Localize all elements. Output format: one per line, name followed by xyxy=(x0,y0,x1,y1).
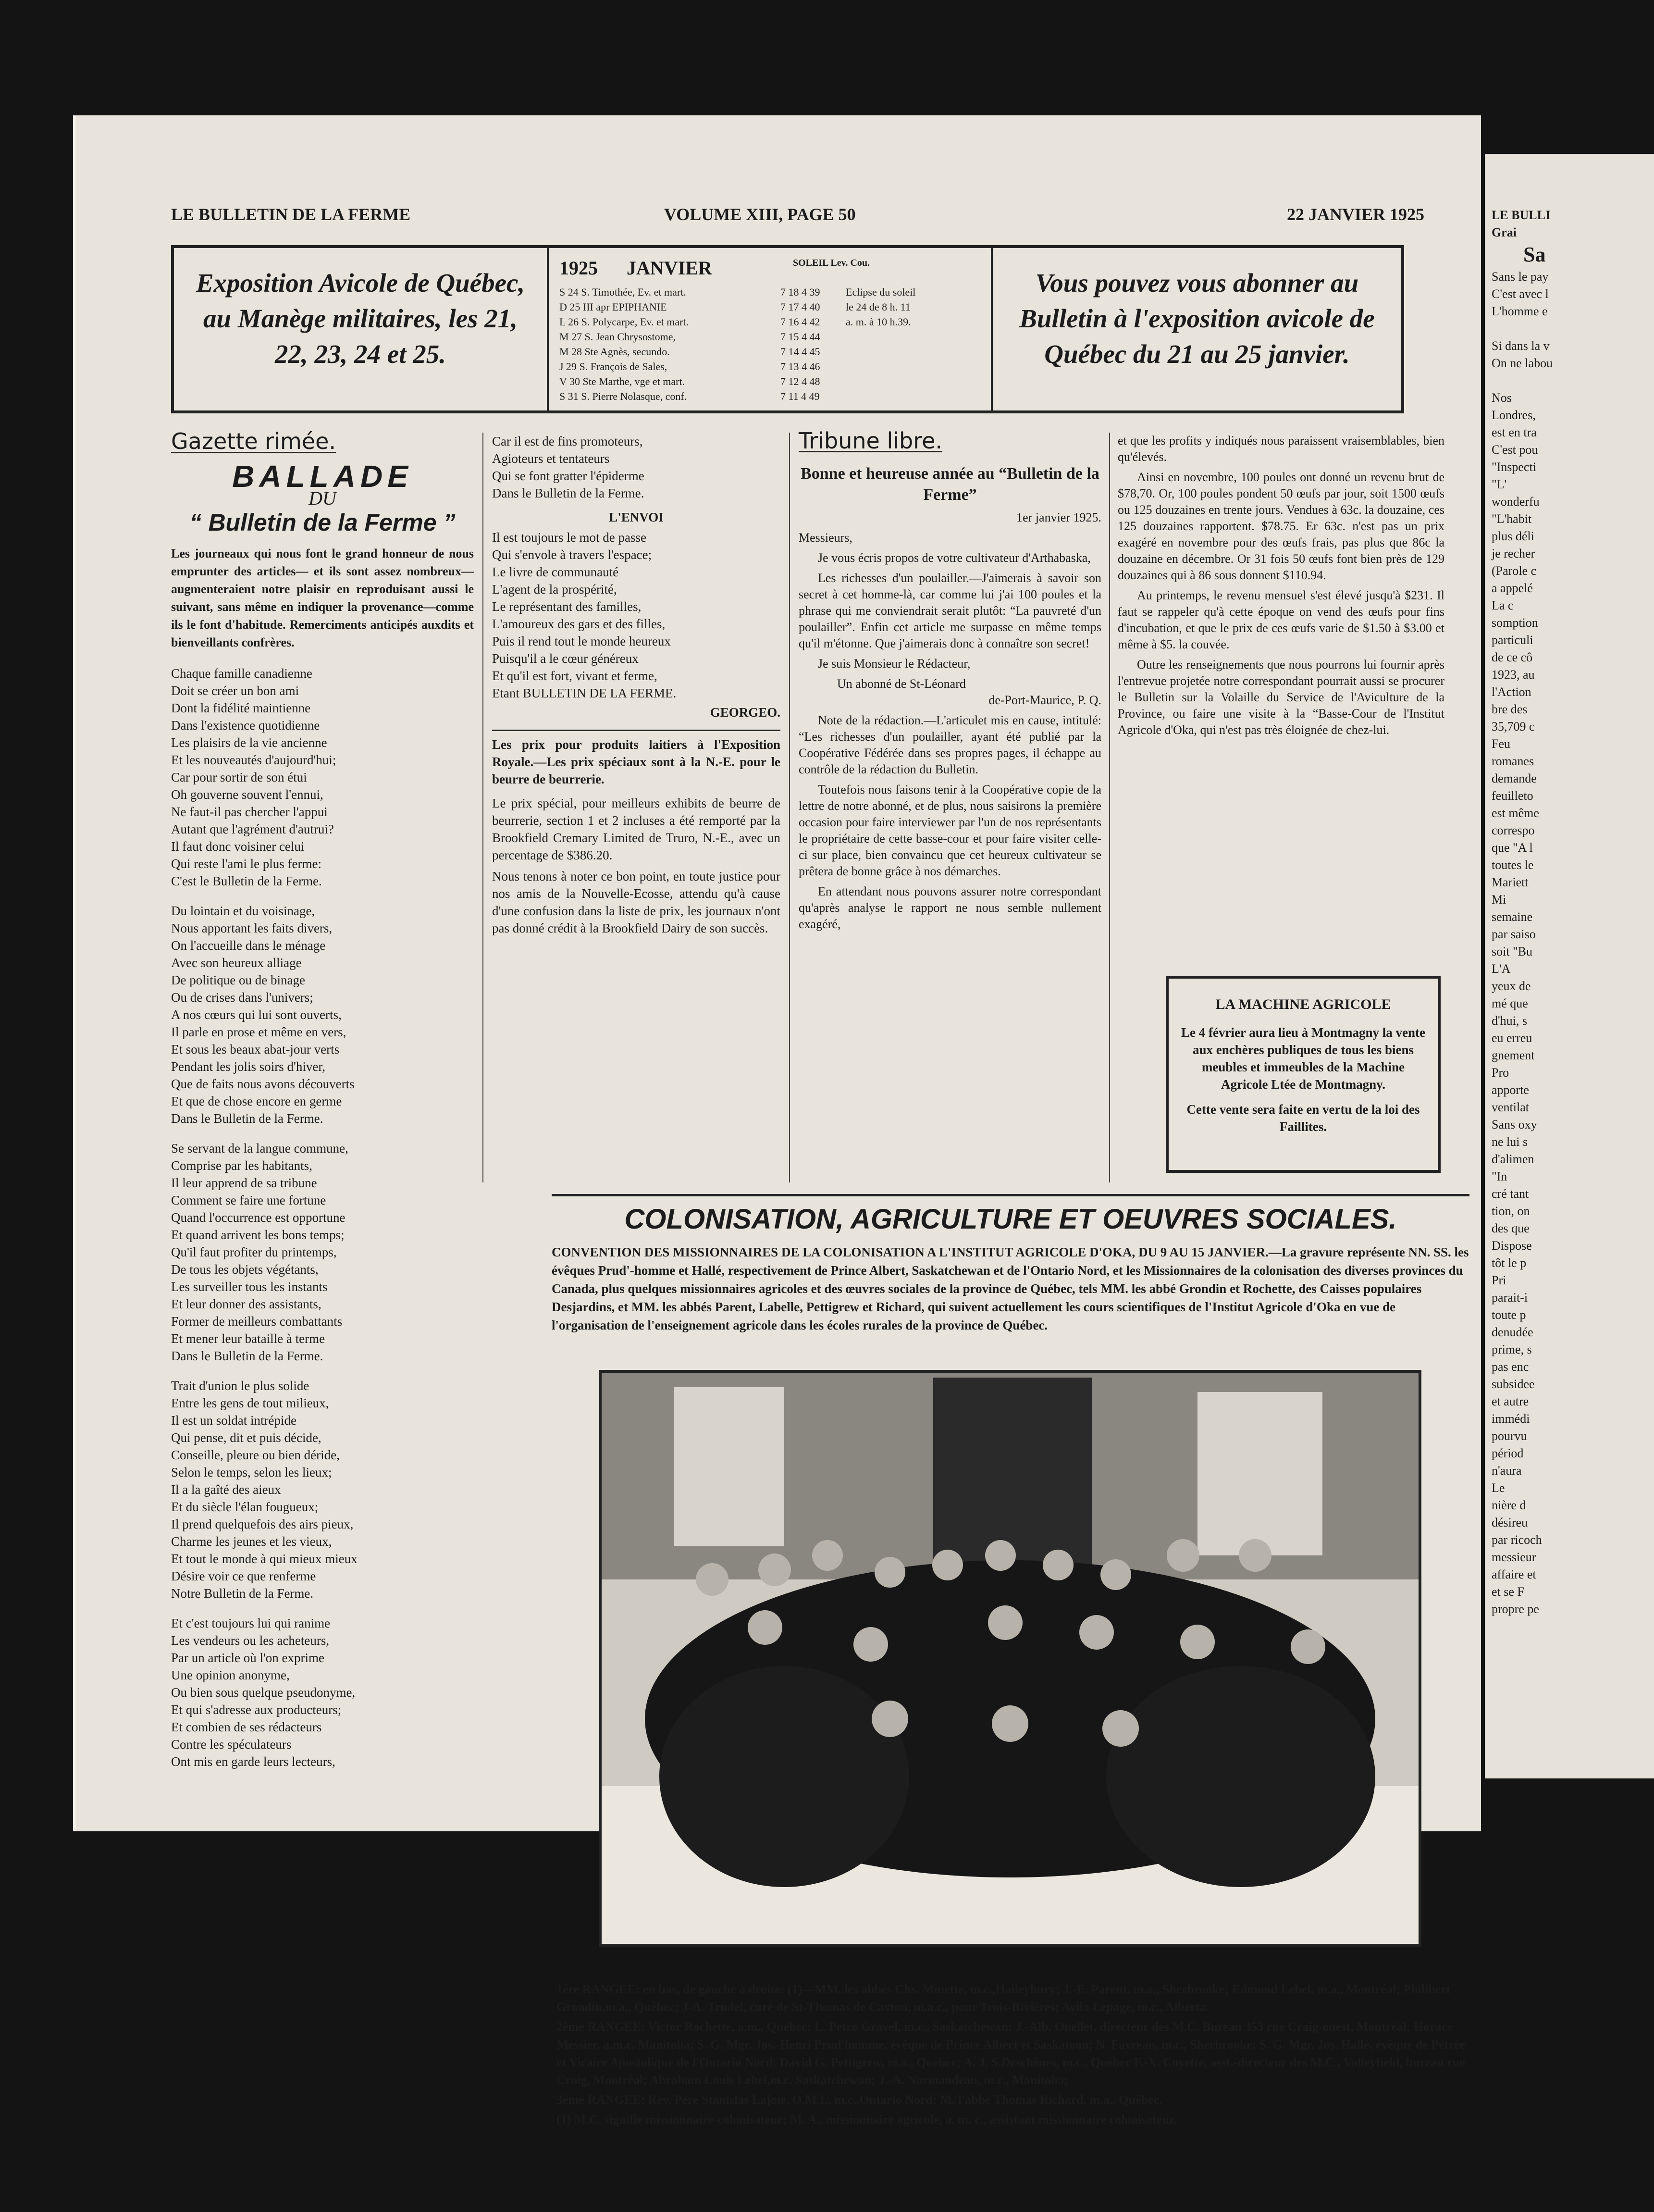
envoi-line: L'amoureux des gars et des filles, xyxy=(492,617,666,631)
poem-line: Comprise par les habitants, xyxy=(171,1158,312,1173)
poultry-p3: Au printemps, le revenu mensuel s'est élevé jusqu'à $231. Il faut se rappeler qu'à cette époque on vend des œufs pour fins d'incubation, et que le prix de ces œufs varie de $1.50 à $3.00 et même à $5. la couvée. xyxy=(1118,588,1444,651)
poem-line: Nous apportant les faits divers, xyxy=(171,921,333,935)
adjacent-text-line: immédi xyxy=(1492,1412,1530,1426)
top-banner xyxy=(171,245,1404,413)
poultry-p2: Ainsi en novembre, 100 poules ont donné un revenu brut de $78,70. Or, 100 poules pondent 50 œufs par jour, soit 1500 œufs ou 125 douzaines en trente jours. Vendues à 63c. la douzaine, ces 125 douzaines rapportent. $78.75. Er 63c. n'est pas un prix exagéré en novembre pour des œufs frais, pas plus que 86c la douzaine en décembre. Or 31 fois 50 œufs font bien près de 129 douzaines qui à 86 sous donnent $110.94. xyxy=(1118,470,1444,582)
calendar-sun-times: 7 15 4 44 xyxy=(780,331,820,343)
letter-p1: Je vous écris propos de votre cultivateur d'Arthabaska, xyxy=(818,551,1091,565)
adjacent-text-line: "Inspecti xyxy=(1492,460,1536,474)
poem-line: Et les nouveautés d'aujourd'hui; xyxy=(171,753,336,767)
adjacent-text-line: que "A l xyxy=(1492,841,1533,855)
adjacent-text-line: l'Action xyxy=(1492,685,1531,699)
envoi-line: Et qu'il est fort, vivant et ferme, xyxy=(492,669,657,683)
envoi-lines xyxy=(492,529,780,702)
poem-line: Il faut donc voisiner celui xyxy=(171,839,305,854)
adjacent-text-line: a appelé xyxy=(1492,581,1533,595)
envoi-line: Le livre de communauté xyxy=(492,565,619,579)
poem-line: Contre les spéculateurs xyxy=(171,1737,292,1752)
calendar-rows xyxy=(559,285,980,404)
poem-line: Qui se font gratter l'épiderme xyxy=(492,469,644,483)
calendar xyxy=(549,248,991,410)
masthead-title: LE BULLETIN DE LA FERME xyxy=(171,205,411,224)
adjacent-text-line: "L' xyxy=(1492,477,1507,491)
letter-closing: Je suis Monsieur le Rédacteur, xyxy=(818,657,971,671)
photo-caption xyxy=(556,1980,1469,2130)
adjacent-text-line: toutes le xyxy=(1492,858,1534,872)
adjacent-text-line: demande xyxy=(1492,771,1537,785)
letter-salutation: Messieurs, xyxy=(799,531,852,545)
adjacent-text-line: bre des xyxy=(1492,702,1528,716)
letter-date: 1er janvier 1925. xyxy=(1016,510,1101,524)
adjacent-text-line: plus déli xyxy=(1492,529,1534,543)
envoi-line: Puisqu'il a le cœur généreux xyxy=(492,651,639,666)
adjacent-text-line: wonderfu xyxy=(1492,495,1540,509)
calendar-day: S 31 S. Pierre Nolasque, conf. xyxy=(559,390,687,402)
calendar-day: J 29 S. François de Sales, xyxy=(559,360,667,373)
adjacent-text-line: de ce cô xyxy=(1492,650,1533,664)
caption-lines xyxy=(556,1980,1469,2128)
poem-line: Il est un soldat intrépide xyxy=(171,1413,296,1428)
poem-line: Comment se faire une fortune xyxy=(171,1193,326,1207)
adjacent-text-line: soit "Bu xyxy=(1492,944,1533,958)
editor-note: Note de la rédaction.—L'articulet mis en cause, intitulé: “Les richesses d'un poulailler, ayant été publié par la Coopérative Fédérée dans ses propres pages, il échappe au contrôle de la rédaction du Bulletin. xyxy=(799,713,1101,776)
calendar-sun-times: 7 16 4 42 xyxy=(780,316,820,328)
poem-line: Et qui s'adresse aux producteurs; xyxy=(171,1702,342,1717)
adjacent-text xyxy=(1485,268,1654,1618)
masthead-volume: VOLUME XIII, PAGE 50 xyxy=(664,205,856,224)
poem-continued-column xyxy=(492,433,780,941)
poem-line: Que de faits nous avons découverts xyxy=(171,1077,355,1091)
letter-signature-1: Un abonné de St-Léonard xyxy=(837,677,966,691)
adjacent-text-line: nière d xyxy=(1492,1498,1526,1512)
calendar-row xyxy=(559,359,980,374)
envoi-line: Le représentant des familles, xyxy=(492,599,642,614)
envoi-line: L'agent de la prospérité, xyxy=(492,582,617,596)
poem-line: Former de meilleurs combattants xyxy=(171,1314,343,1329)
calendar-row xyxy=(559,299,980,314)
poem-line: Ou bien sous quelque pseudonyme, xyxy=(171,1685,356,1700)
calendar-month: JANVIER xyxy=(627,257,712,279)
adjacent-text-line: est même xyxy=(1492,806,1539,820)
poem-line: Notre Bulletin de la Ferme. xyxy=(171,1586,314,1601)
adjacent-text-line: propre pe xyxy=(1492,1602,1539,1616)
calendar-row xyxy=(559,314,980,329)
poem-line: A nos cœurs qui lui sont ouverts, xyxy=(171,1007,342,1022)
ballade-intro: Les journeaux qui nous font le grand honneur de nous emprunter des articles— et ils sont assez nombreux— augmenteraient notre plaisir en reproduisant aussi le suivant, sans même en indiquer la provenance—comme ils le font d'habitude. Remerciments anticipés auxdits et bienveillants confrères. xyxy=(171,547,474,649)
adjacent-text-line: par ricoch xyxy=(1492,1533,1542,1547)
adjacent-text-line: 35,709 c xyxy=(1492,720,1535,733)
poem-line: Avec son heureux alliage xyxy=(171,956,302,970)
calendar-day: D 25 III apr EPIPHANIE xyxy=(559,301,667,313)
adjacent-text-line: tion, on xyxy=(1492,1204,1530,1218)
adjacent-text-line: je recher xyxy=(1492,547,1535,560)
calendar-note: Eclipse du soleil xyxy=(846,286,916,298)
envoi-line: Qui s'envole à travers l'espace; xyxy=(492,547,652,562)
poem-line: Une opinion anonyme, xyxy=(171,1668,290,1682)
calendar-day: L 26 S. Polycarpe, Ev. et mart. xyxy=(559,316,689,328)
adjacent-text-line: des que xyxy=(1492,1221,1530,1235)
adjacent-text-line: Sans le pay xyxy=(1492,270,1549,284)
poem-line: Et mener leur bataille à terme xyxy=(171,1331,325,1346)
adjacent-text-line: pourvu xyxy=(1492,1429,1527,1443)
adjacent-text-line: Mariett xyxy=(1492,875,1529,889)
letter-p2: Les richesses d'un poulailler.—J'aimerais à savoir son secret à cet homme-là, car comme lui j'ai 100 poules et la phrase qui me conviendrait serait plutôt: “La pauvreté d'un poulailler”. Enfin cet article me surpasse en même temps qu'il m'étonne. Que j'aimerais donc à connaître son secret! xyxy=(799,571,1101,650)
poem-line: Il prend quelquefois des airs pieux, xyxy=(171,1517,354,1531)
caption-paragraph: 2ème RANGEE: Victor Rochette, a.m., Québec; L. Petro Gravel, m.c., Saskatchewan; J.-Alb. Ouellet, directeur des M.C. Bureau 353 rue Craig-ouest, Montréal; Horace Messier, a.m.c. Manitoba; S. G. Mgr. Jos.-Henri Prud'homme, évêque de Prince Albert et Saskatoon; N. Favreau, m.c., Sherbrooke; S. G. Mgr. Jos. Hallé, évêque de Pétrée et Vicaire Apostolique de l'Ontario Nord; David G. Pettigrew, m.a., Québec; A. J. S.Deschênes, m.c., Québec F.-X. Coyette, asst.-directeur des M.C., Valleyfield, bureau rue Craig, Montréal; Abraham Louis Lebel,m.c. Saskatchewan; J.-A. Normandeau, m.c., Manitoba; xyxy=(556,2020,1466,2087)
adjacent-text-line: cré tant xyxy=(1492,1187,1529,1201)
calendar-row xyxy=(559,389,980,404)
adjacent-text-line: Le xyxy=(1492,1481,1505,1495)
notice-title: LA MACHINE AGRICOLE xyxy=(1215,996,1391,1012)
poem-line: Ne faut-il pas chercher l'appui xyxy=(171,805,328,819)
poem-line: Et sous les beaux abat-jour verts xyxy=(171,1042,340,1056)
adjacent-text-line: yeux de xyxy=(1492,979,1531,993)
envoi-title: L'ENVOI xyxy=(609,510,664,524)
poultry-p1: et que les profits y indiqués nous paraissent vraisemblables, bien qu'élevés. xyxy=(1118,434,1444,464)
calendar-row xyxy=(559,374,980,389)
adjacent-text-line: par saiso xyxy=(1492,927,1536,941)
masthead-date: 22 JANVIER 1925 xyxy=(1286,205,1424,224)
prix-paragraph-1: Le prix spécial, pour meilleurs exhibits de beurre de beurrerie, section 1 et 2 incluses a été remporté par la Brookfield Cremary Limited de Truro, N.-E., avec un percentage de $386.20. xyxy=(492,796,780,862)
calendar-note: a. m. à 10 h.39. xyxy=(846,316,911,328)
adjacent-text-line: subsidee xyxy=(1492,1377,1535,1391)
poem-line: Car il est de fins promoteurs, xyxy=(492,434,643,448)
calendar-day: V 30 Ste Marthe, vge et mart. xyxy=(559,375,685,387)
adjacent-text-line: Pro xyxy=(1492,1066,1509,1080)
calendar-header xyxy=(559,258,980,285)
prix-headline: Les prix pour produits laitiers à l'Exposition Royale.—Les prix spéciaux sont à la N.-E. pour le beurre de beurrerie. xyxy=(492,737,780,786)
adjacent-text-line: Dispose xyxy=(1492,1239,1532,1253)
calendar-day: M 28 Ste Agnès, secundo. xyxy=(559,346,670,358)
adjacent-text-line: et se F xyxy=(1492,1585,1524,1599)
poem-line: Doit se créer un bon ami xyxy=(171,683,299,698)
poem-line: Dans le Bulletin de la Ferme. xyxy=(171,1111,323,1126)
gazette-label: Gazette rimée. xyxy=(171,428,336,454)
adjacent-text-line: feuilleto xyxy=(1492,789,1533,803)
adjacent-text-line: denudée xyxy=(1492,1325,1533,1339)
poem-continued xyxy=(492,433,780,502)
poem-line: Chaque famille canadienne xyxy=(171,666,312,681)
poem-line: Ont mis en garde leurs lecteurs, xyxy=(171,1754,335,1769)
poem-line: Ou de crises dans l'univers; xyxy=(171,990,313,1005)
poem-line: Et c'est toujours lui qui ranime xyxy=(171,1616,331,1630)
newspaper-page xyxy=(73,115,1481,2126)
adjacent-text-line xyxy=(1485,372,1654,389)
envoi-line: Il est toujours le mot de passe xyxy=(492,530,646,545)
tribune-column xyxy=(799,428,1101,936)
adjacent-text-line: parait-i xyxy=(1492,1291,1528,1305)
exposition-ad: Exposition Avicole de Québec, au Manège militaires, les 21, 22, 23, 24 et 25. xyxy=(174,248,549,410)
adjacent-text-line: "In xyxy=(1492,1169,1507,1183)
poem-line: Dans le Bulletin de la Ferme. xyxy=(171,1349,323,1363)
column-rule xyxy=(482,433,483,1182)
adjacent-text-line: "L'habit xyxy=(1492,512,1532,526)
poem-stanza xyxy=(171,1615,474,1770)
adjacent-text-line: et autre xyxy=(1492,1394,1529,1408)
adjacent-text-line: est en tra xyxy=(1492,425,1537,439)
poem-line: Il a la gaîté des aieux xyxy=(171,1482,281,1497)
adjacent-text-line: La c xyxy=(1492,598,1514,612)
poem-stanza xyxy=(171,902,474,1127)
ballade-du: DU xyxy=(309,487,336,509)
calendar-day: S 24 S. Timothée, Ev. et mart. xyxy=(559,286,686,298)
adjacent-text-line: On ne labou xyxy=(1492,356,1553,370)
poem-line: Oh gouverne souvent l'ennui, xyxy=(171,787,323,802)
poem-line: Qui pense, dit et puis décide, xyxy=(171,1430,321,1445)
subscription-ad: Vous pouvez vous abonner au Bulletin à l'exposition avicole de Québec du 21 au 25 janvier. xyxy=(991,248,1401,410)
poem-line: Et tout le monde à qui mieux mieux xyxy=(171,1552,358,1566)
poem-line: Il parle en prose et même en vers, xyxy=(171,1025,346,1039)
envoi-line: Etant BULLETIN DE LA FERME. xyxy=(492,686,677,700)
adjacent-text-line: n'aura xyxy=(1492,1464,1522,1478)
notice-p1: Le 4 février aura lieu à Montmagny la vente aux enchères publiques de tous les biens meubles et immeubles de la Machine Agricole Ltée de Montmagny. xyxy=(1181,1025,1425,1092)
adjacent-text-line: Sans oxy xyxy=(1492,1118,1537,1131)
adjacent-text-line: périod xyxy=(1492,1446,1524,1460)
calendar-sun-times: 7 11 4 49 xyxy=(780,390,820,402)
adjacent-text-line: ventilat xyxy=(1492,1100,1529,1114)
caption-paragraph: 3ème RANGEE: Rév. Père Stanislas Lajoie, O.M.I., m.c.,Ontario Nord; M. l'abbé Thomas Richard, m.a., Québec. xyxy=(556,2093,1162,2107)
poem-line: Les surveiller tous les instants xyxy=(171,1280,328,1294)
poultry-column xyxy=(1118,433,1444,742)
poem-line: Quand l'occurrence est opportune xyxy=(171,1210,346,1225)
adjacent-text-line: d'alimen xyxy=(1492,1152,1534,1166)
adjacent-headline: Grai xyxy=(1492,225,1517,239)
poem-line: C'est le Bulletin de la Ferme. xyxy=(171,874,322,888)
poem-line: On l'accueille dans le ménage xyxy=(171,938,326,953)
adjacent-subheadline: Sa xyxy=(1523,243,1546,266)
calendar-day: M 27 S. Jean Chrysostome, xyxy=(559,331,676,343)
poem-line: Les plaisirs de la vie ancienne xyxy=(171,735,327,750)
poem-line: Et du siècle l'élan fougueux; xyxy=(171,1500,319,1514)
poem-line: Dont la fidélité maintienne xyxy=(171,701,311,715)
poem-stanza xyxy=(171,665,474,890)
machine-agricole-notice xyxy=(1166,976,1441,1173)
poem-line: Et combien de ses rédacteurs xyxy=(171,1720,322,1734)
poem-line: Trait d'union le plus solide xyxy=(171,1379,309,1393)
poem-line: De politique ou de binage xyxy=(171,973,305,987)
calendar-note: le 24 de 8 h. 11 xyxy=(846,301,911,313)
poem-line: Se servant de la langue commune, xyxy=(171,1141,348,1156)
poem-line: De tous les objets végétants, xyxy=(171,1262,319,1277)
poem-line: Charme les jeunes et les vieux, xyxy=(171,1534,332,1549)
adjacent-text-line: 1923, au xyxy=(1492,668,1535,682)
poem-stanza xyxy=(171,1377,474,1602)
adjacent-text-line: prime, s xyxy=(1492,1342,1532,1356)
poem-line: Pendant les jolis soirs d'hiver, xyxy=(171,1059,326,1074)
masthead xyxy=(76,204,1481,228)
intro-body: —La gravure représente NN. SS. les évêques Prud'-homme et Hallé, respectivement de Prince Albert, Saskatchewan et de l'Ontario Nord, et les Missionnaires de la colonisation des diverses provinces du Canada, plus quelques missionnaires agricoles et des œuvres sociales de la province de Québec, tels MM. les abbé Grondin et Rochette, des Caisses populaires Desjardins, et MM. les abbés Parent, Labelle, Pettigrew et Richard, qui suivent actuellement les cours scientifiques de l'Institut Agricole d'Oka en vue de l'organisation de l'enseignement agricole dans les écoles rurales de la province de Québec. xyxy=(552,1245,1469,1332)
poem-line: Entre les gens de tout milieux, xyxy=(171,1396,329,1410)
poem-signature: GEORGEO. xyxy=(710,705,780,720)
divider xyxy=(492,730,780,731)
adjacent-text-line: romanes xyxy=(1492,754,1534,768)
calendar-row xyxy=(559,344,980,359)
poem-line: Et leur donner des assistants, xyxy=(171,1297,321,1311)
poem-line: Selon le temps, selon les lieux; xyxy=(171,1465,332,1479)
adjacent-text-line: particuli xyxy=(1492,633,1533,647)
letter-signature-2: de-Port-Maurice, P. Q. xyxy=(988,693,1101,707)
notice-p2: Cette vente sera faite en vertu de la loi des Faillites. xyxy=(1186,1102,1420,1134)
poem-line: Qui reste l'ami le plus ferme: xyxy=(171,857,322,871)
adjacent-text-line: Mi xyxy=(1492,893,1506,907)
adjacent-text-line: Pri xyxy=(1492,1273,1506,1287)
adjacent-text-line: correspo xyxy=(1492,823,1535,837)
tribune-headline: Bonne et heureuse année au “Bulletin de la Ferme” xyxy=(801,465,1099,504)
adjacent-text-line: C'est avec l xyxy=(1492,287,1549,301)
adjacent-text-line: apporte xyxy=(1492,1083,1529,1097)
tribune-label: Tribune libre. xyxy=(799,428,943,454)
calendar-year: 1925 xyxy=(559,257,598,279)
adjacent-text-line: C'est pou xyxy=(1492,443,1538,457)
caption-paragraph: 1ère RANGEE: en bas, de gauche à droite: (1)—MM. les abbés Chs. Minette, m.c.,Haileybury; J.-E. Parent, m.a., Sherbrooke; Edmond Lebel, m.a., Montréal; Philibert Grondin,m.a., Québec; J-A. Trudel, curé de St-Thomas de Caxton, m.a.c., pour Trois-Rivières; Avila Lepage, m.c., Alberta. xyxy=(556,1982,1451,2014)
adjacent-text-line: semaine xyxy=(1492,910,1533,924)
adjacent-text-line: désireu xyxy=(1492,1516,1528,1529)
adjacent-text-line xyxy=(1485,320,1654,337)
prix-paragraph-2: Nous tenons à noter ce bon point, en toute justice pour nos amis de la Nouvelle-Ecosse, attendu qu'à cause d'une confusion dans la liste de prix, les journaux n'ont pas donné crédit à la Brookfield Dairy de son succès. xyxy=(492,869,780,935)
calendar-sun-times: 7 14 4 45 xyxy=(780,346,820,358)
editor-p4: En attendant nous pouvons assurer notre correspondant qu'après analyse le rapport ne nous semble nullement exagéré, xyxy=(799,884,1101,931)
adjacent-text-line: affaire et xyxy=(1492,1567,1536,1581)
intro-heading: CONVENTION DES MISSIONNAIRES DE LA COLONISATION A L'INSTITUT AGRICOLE D'OKA, DU 9 AU 15 JANVIER. xyxy=(552,1245,1269,1259)
calendar-sun-times: 7 12 4 48 xyxy=(780,375,820,387)
poem-line: Qu'il faut profiter du printemps, xyxy=(171,1245,337,1259)
adjacent-text-line: eu erreu xyxy=(1492,1031,1532,1045)
adjacent-text-line: gnement xyxy=(1492,1048,1535,1062)
editor-p3: Toutefois nous faisons tenir à la Coopérative copie de la lettre de notre abonné, et de plus, nous saisirons la première occasion pour faire interviewer par l'un de nos représentants le propriétaire de cette basse-cour et pour faire visiter celle-ci sur place, bien convaincu que cet heureux cultivateur se prêtera de bonne grâce à nos démarches. xyxy=(799,783,1101,878)
adjacent-text-line: Londres, xyxy=(1492,408,1536,422)
adjacent-text-line: ne lui s xyxy=(1492,1135,1528,1149)
adjacent-text-line: d'hui, s xyxy=(1492,1014,1528,1028)
colonisation-title: COLONISATION, AGRICULTURE ET OEUVRES SOCIALES. xyxy=(552,1194,1469,1235)
adjacent-page-edge xyxy=(1485,154,1654,1778)
envoi-line: Puis il rend tout le monde heureux xyxy=(492,634,671,648)
column-rule xyxy=(789,433,790,1182)
poem-line: Autant que l'agrément d'autrui? xyxy=(171,822,334,836)
group-photo xyxy=(599,1370,1421,1947)
colonisation-intro xyxy=(552,1243,1469,1334)
adjacent-text-line: L'A xyxy=(1492,962,1511,976)
ballade-subtitle: “ Bulletin de la Ferme ” xyxy=(189,509,456,536)
poultry-p4: Outre les renseignements que nous pourrons lui fournir après l'entrevue projetée notre correspondant pourrait aussi se procurer le Bulletin sur la Volaille du Service de l'Aviculture de la Province, ou faire une visite à la “Basse-Cour de l'Institut Agricole d'Oka, qui n'est pas très éloignée de chez-lui. xyxy=(1118,658,1444,737)
adjacent-text-line: Feu xyxy=(1492,737,1510,751)
adjacent-text-line: somption xyxy=(1492,616,1538,630)
poem-line: Par un article où l'on exprime xyxy=(171,1651,325,1665)
adjacent-masthead: LE BULLI xyxy=(1492,208,1551,222)
caption-paragraph: (1) M.C. signifie missionnaire-colonisateur; M. A., missionnaire agricole, a. m. c., assistant missionnaire colonisateur. xyxy=(556,2113,1177,2126)
poem-line: Désire voir ce que renferme xyxy=(171,1569,316,1583)
poem-line: Du lointain et du voisinage, xyxy=(171,904,315,918)
group-photo-image xyxy=(602,1373,1419,1944)
column-rule xyxy=(1109,433,1110,1182)
adjacent-text-line: mé que xyxy=(1492,996,1528,1010)
adjacent-text-line: (Parole c xyxy=(1492,564,1537,578)
calendar-row xyxy=(559,285,980,299)
adjacent-text-line: messieur xyxy=(1492,1550,1536,1564)
calendar-sun-times: 7 17 4 40 xyxy=(780,301,820,313)
calendar-sun-times: 7 13 4 46 xyxy=(780,360,820,373)
poem-line: Il leur apprend de sa tribune xyxy=(171,1176,317,1190)
poem-line: Agioteurs et tentateurs xyxy=(492,451,610,466)
poem-line: Et que de chose encore en germe xyxy=(171,1094,342,1108)
poem-stanza xyxy=(171,1140,474,1365)
adjacent-text-line: toute p xyxy=(1492,1308,1526,1322)
adjacent-text-line: Si dans la v xyxy=(1492,339,1550,353)
adjacent-text-line: L'homme e xyxy=(1492,304,1548,318)
ballade-title: BALLADE xyxy=(232,459,413,494)
poem-line: Conseille, pleure ou bien déride, xyxy=(171,1448,340,1462)
poem-line: Et quand arrivent les bons temps; xyxy=(171,1228,345,1242)
poem-line: Dans le Bulletin de la Ferme. xyxy=(492,486,644,500)
poem-line: Car pour sortir de son étui xyxy=(171,770,307,784)
poem-line: Dans l'existence quotidienne xyxy=(171,718,320,733)
adjacent-text-line: tôt le p xyxy=(1492,1256,1527,1270)
poem-line: Les vendeurs ou les acheteurs, xyxy=(171,1633,330,1648)
calendar-sun-header: SOLEIL Lev. Cou. xyxy=(793,258,870,268)
adjacent-text-line: pas enc xyxy=(1492,1360,1529,1374)
ballade-stanzas xyxy=(171,665,474,1770)
adjacent-text-line: Nos xyxy=(1492,391,1512,405)
calendar-sun-times: 7 18 4 39 xyxy=(780,286,820,298)
gazette-column xyxy=(171,428,474,1783)
calendar-row xyxy=(559,329,980,344)
